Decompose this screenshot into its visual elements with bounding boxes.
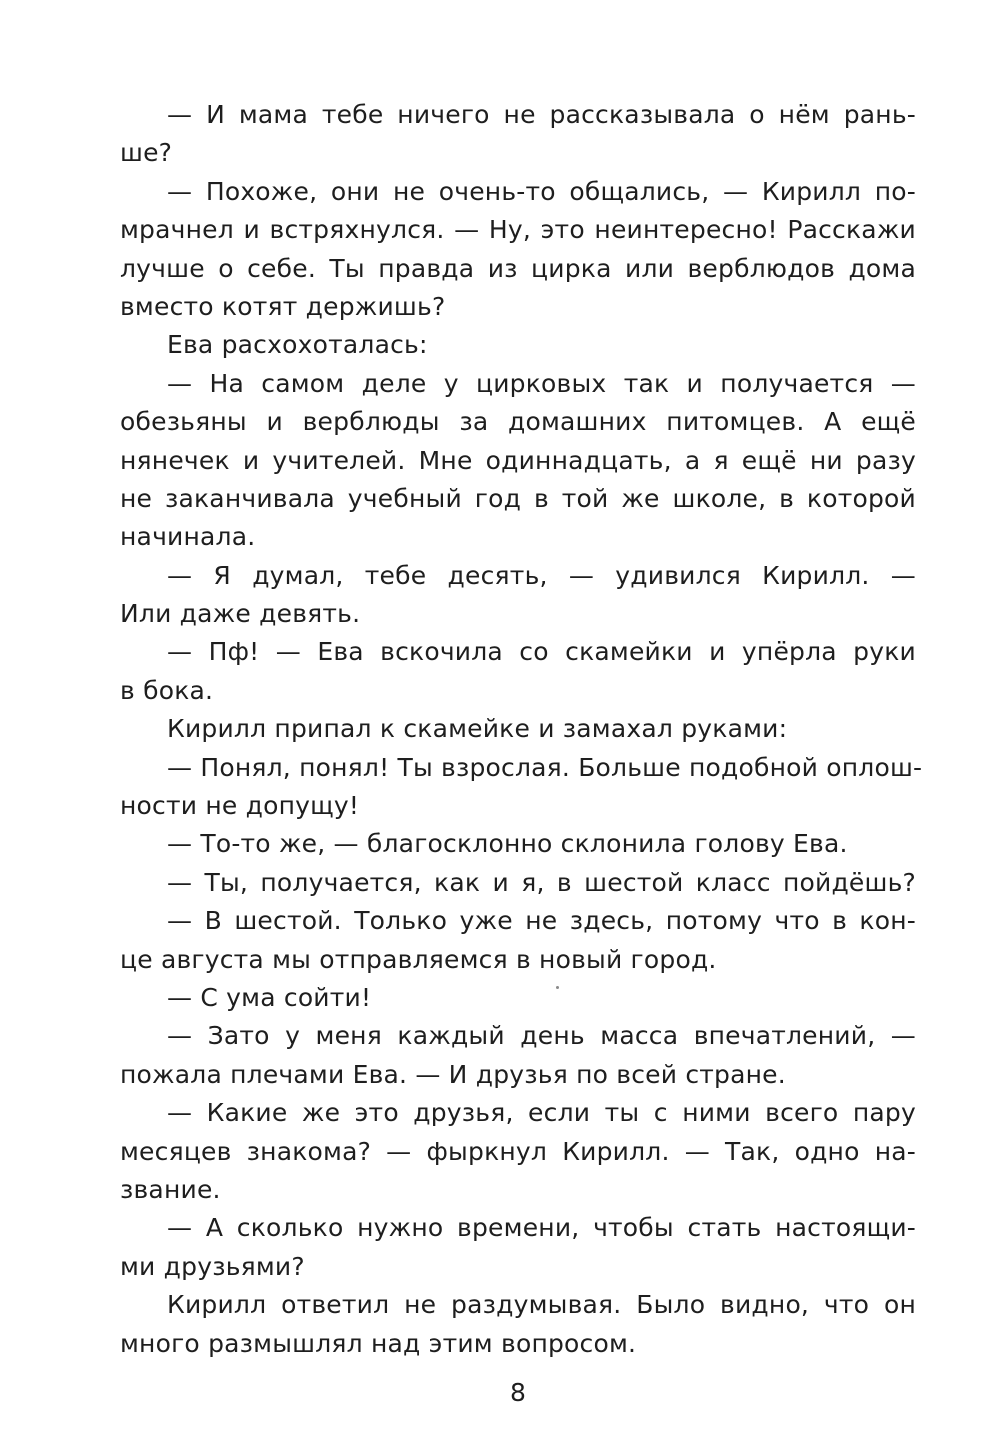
- text-line: обезьяны и верблюды за домашних питомцев. А ещё: [120, 407, 916, 437]
- text-line: пожала плечами Ева. — И друзья по всей стране.: [120, 1059, 786, 1089]
- text-line: це августа мы отправляемся в новый город.: [120, 944, 717, 974]
- text-line: ми друзьями?: [120, 1251, 305, 1281]
- text-line: — Ты, получается, как и я, в шестой класс пойдёшь?: [167, 867, 916, 897]
- text-line: — Я думал, тебе десять, — удивился Кирилл. —: [167, 560, 916, 590]
- text-line: — В шестой. Только уже не здесь, потому что в кон-: [167, 906, 916, 936]
- text-line: — С ума сойти!: [167, 982, 372, 1012]
- text-line: Кирилл припал к скамейке и замахал руками:: [167, 714, 788, 744]
- scan-speck: [556, 986, 559, 989]
- page-number: 8: [510, 1378, 526, 1407]
- text-line: звание.: [120, 1174, 221, 1204]
- body-text: [120, 96, 923, 1363]
- text-line: — На самом деле у цирковых так и получается —: [167, 368, 916, 398]
- text-line: — Какие же это друзья, если ты с ними всего пару: [167, 1098, 916, 1128]
- text-line: лучше о себе. Ты правда из цирка или верблюдов дома: [120, 253, 916, 283]
- text-line: вместо котят держишь?: [120, 291, 446, 321]
- text-line: — Зато у меня каждый день масса впечатлений, —: [167, 1021, 916, 1051]
- text-line: Ева расхохоталась:: [167, 330, 428, 360]
- text-line: ности не допущу!: [120, 791, 360, 821]
- text-line: Или даже девять.: [120, 599, 361, 629]
- text-line: — Похоже, они не очень-то общались, — Кирилл по-: [167, 176, 916, 206]
- text-line: ше?: [120, 138, 173, 168]
- text-line: мрачнел и встряхнулся. — Ну, это неинтересно! Расскажи: [120, 215, 916, 245]
- text-line: нянечек и учителей. Мне одиннадцать, а я ещё ни разу: [120, 445, 916, 475]
- text-line: много размышлял над этим вопросом.: [120, 1328, 637, 1358]
- text-line: — То-то же, — благосклонно склонила голову Ева.: [167, 829, 848, 859]
- text-line: Кирилл ответил не раздумывая. Было видно, что он: [167, 1290, 916, 1320]
- text-line: — Пф! — Ева вскочила со скамейки и упёрла руки: [167, 637, 916, 667]
- text-line: — А сколько нужно времени, чтобы стать настоящи-: [167, 1213, 916, 1243]
- text-line: месяцев знакома? — фыркнул Кирилл. — Так, одно на-: [120, 1136, 916, 1166]
- text-line: — И мама тебе ничего не рассказывала о нём рань-: [167, 100, 916, 129]
- text-line: в бока.: [120, 675, 214, 705]
- text-line: не заканчивала учебный год в той же школе, в которой: [120, 483, 916, 513]
- text-line: — Понял, понял! Ты взрослая. Больше подобной оплош-: [167, 752, 923, 782]
- text-line: начинала.: [120, 522, 256, 552]
